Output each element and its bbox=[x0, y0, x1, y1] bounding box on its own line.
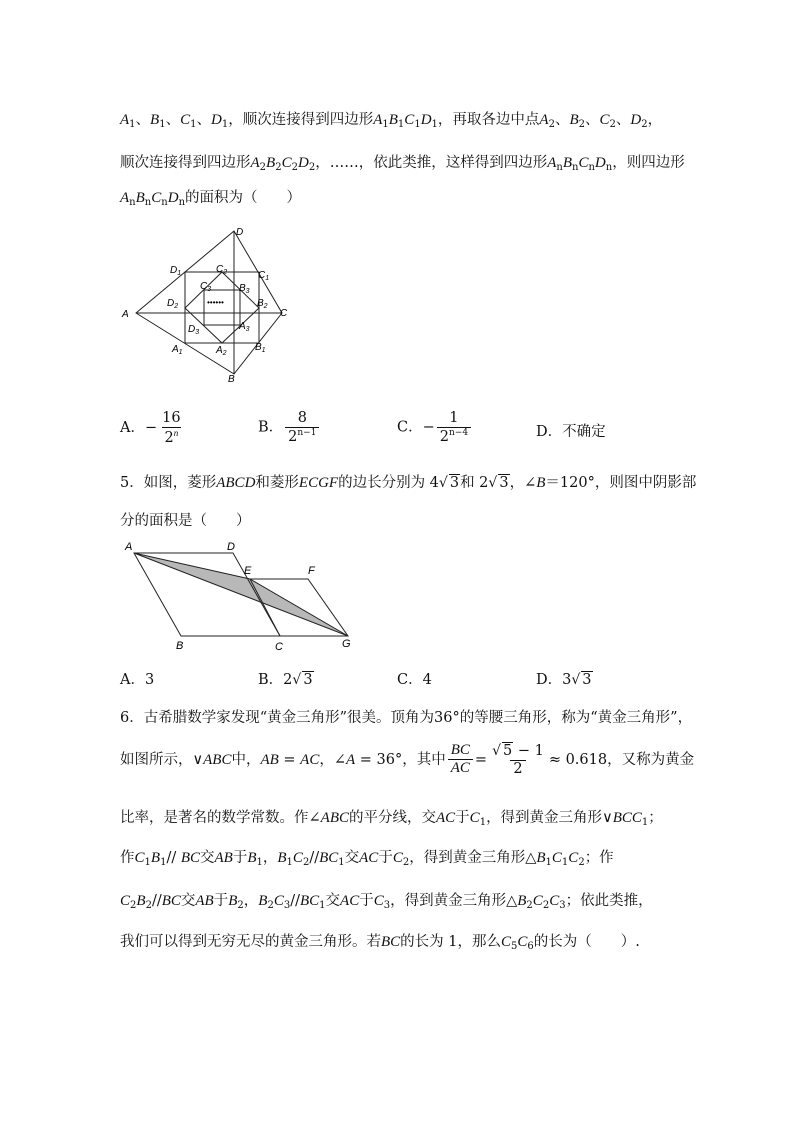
q6-line-3: 比率，是著名的数学常数。作∠ABC的平分线，交AC于$C_1$，得到黄金三角形$\vee BCC_1$； bbox=[120, 810, 663, 828]
label-d: D bbox=[236, 227, 244, 238]
label-a2: $A_2$ bbox=[216, 345, 227, 357]
label-b2: $B_2$ bbox=[257, 298, 268, 310]
label-b: B bbox=[176, 640, 184, 652]
q5-line-2: 分的面积是（ ） bbox=[120, 513, 251, 529]
label-d2: $D_2$ bbox=[167, 298, 179, 310]
q4-line-3: $A_nB_nC_nD_n$的面积为（ ） bbox=[120, 190, 302, 208]
label-a1: $A_1$ bbox=[172, 344, 183, 356]
q5-line-1: 5．如图，菱形ABCD和菱形ECGF的边长分别为 4√ 3和 2√ 3，∠B＝120°，则图中阴影部 bbox=[120, 475, 697, 491]
label-b: B bbox=[228, 374, 235, 384]
label-g: G bbox=[342, 638, 351, 650]
q5-option-b[interactable]: B．2√ 3 bbox=[258, 672, 313, 688]
label-c2: $C_2$ bbox=[216, 264, 228, 276]
label-c: C bbox=[275, 641, 283, 652]
label-a: A bbox=[125, 541, 133, 553]
q6-line-2: 如图所示，∨ABC中，AB = AC，∠A = 36°，其中 $\frac{BC}{AC}$ = $\frac{√ 5 - 1}{2}$ ≈ 0.618，又称为黄金 bbox=[120, 742, 695, 777]
q6-line-5: $C_2B_2//BC$交AB于$B_2$，$B_2C_3//BC_1$交AC于$C_3$，得到黄金三角形$\triangle B_2C_2C_3$；依此类推， bbox=[120, 893, 653, 911]
q5-option-a[interactable]: A．3 bbox=[120, 672, 155, 688]
label-a3: $A_3$ bbox=[239, 321, 250, 333]
label-c: C bbox=[280, 308, 288, 319]
label-e: E bbox=[244, 565, 252, 577]
label-a: A bbox=[122, 309, 129, 320]
label-f: F bbox=[308, 565, 315, 577]
label-c3: $C_3$ bbox=[200, 281, 212, 293]
q6-line-4: 作$C_1B_1//$ BC交AB于$B_1$，$B_1C_2//BC_1$交AC于$C_2$，得到黄金三角形$\triangle B_1C_1C_2$；作 bbox=[120, 850, 614, 868]
label-b1: $B_1$ bbox=[255, 342, 266, 354]
q6-line-6: 我们可以得到无穷无尽的黄金三角形。若BC的长为 1，那么$C_5C_6$的长为（ ）. bbox=[120, 934, 640, 952]
q4-option-b[interactable]: B． $\frac{8}{2^{n-1}}$ bbox=[258, 410, 321, 445]
label-d: D bbox=[227, 541, 235, 553]
label-b3: $B_3$ bbox=[239, 283, 250, 295]
label-d3: $D_3$ bbox=[188, 324, 200, 336]
q5-option-d[interactable]: D．3√ 3 bbox=[536, 672, 592, 688]
q5-rhombus-figure bbox=[120, 537, 360, 652]
q6-line-1: 6．古希腊数学家发现“黄金三角形”很美。顶角为36°的等腰三角形，称为“黄金三角形”， bbox=[120, 710, 693, 726]
q4-option-a[interactable]: A．− $\frac{16}{2^n}$ bbox=[120, 410, 181, 446]
q4-nested-quadrilateral-figure bbox=[118, 222, 298, 384]
q4-option-d[interactable]: D．不确定 bbox=[536, 424, 606, 440]
q4-option-c[interactable]: C．− $\frac{1}{2^{n-4}}$ bbox=[397, 410, 473, 445]
label-d1: $D_1$ bbox=[170, 265, 182, 277]
quad-a3b3c3d3 bbox=[204, 290, 240, 325]
center-dots: •••••• bbox=[207, 298, 224, 307]
q4-line-2: 顺次连接得到四边形$A_2B_2C_2D_2$，……，依此类推，这样得到四边形$A_nB_nC_nD_n$，则四边形 bbox=[120, 155, 685, 173]
q5-option-c[interactable]: C．4 bbox=[397, 672, 432, 688]
label-c1: $C_1$ bbox=[258, 270, 270, 282]
q4-line-1: $A_1$、$B_1$、$C_1$、$D_1$，顺次连接得到四边形$A_1B_1C_1D_1$，再取各边中点$A_2$、$B_2$、$C_2$、$D_2$， bbox=[120, 112, 663, 130]
